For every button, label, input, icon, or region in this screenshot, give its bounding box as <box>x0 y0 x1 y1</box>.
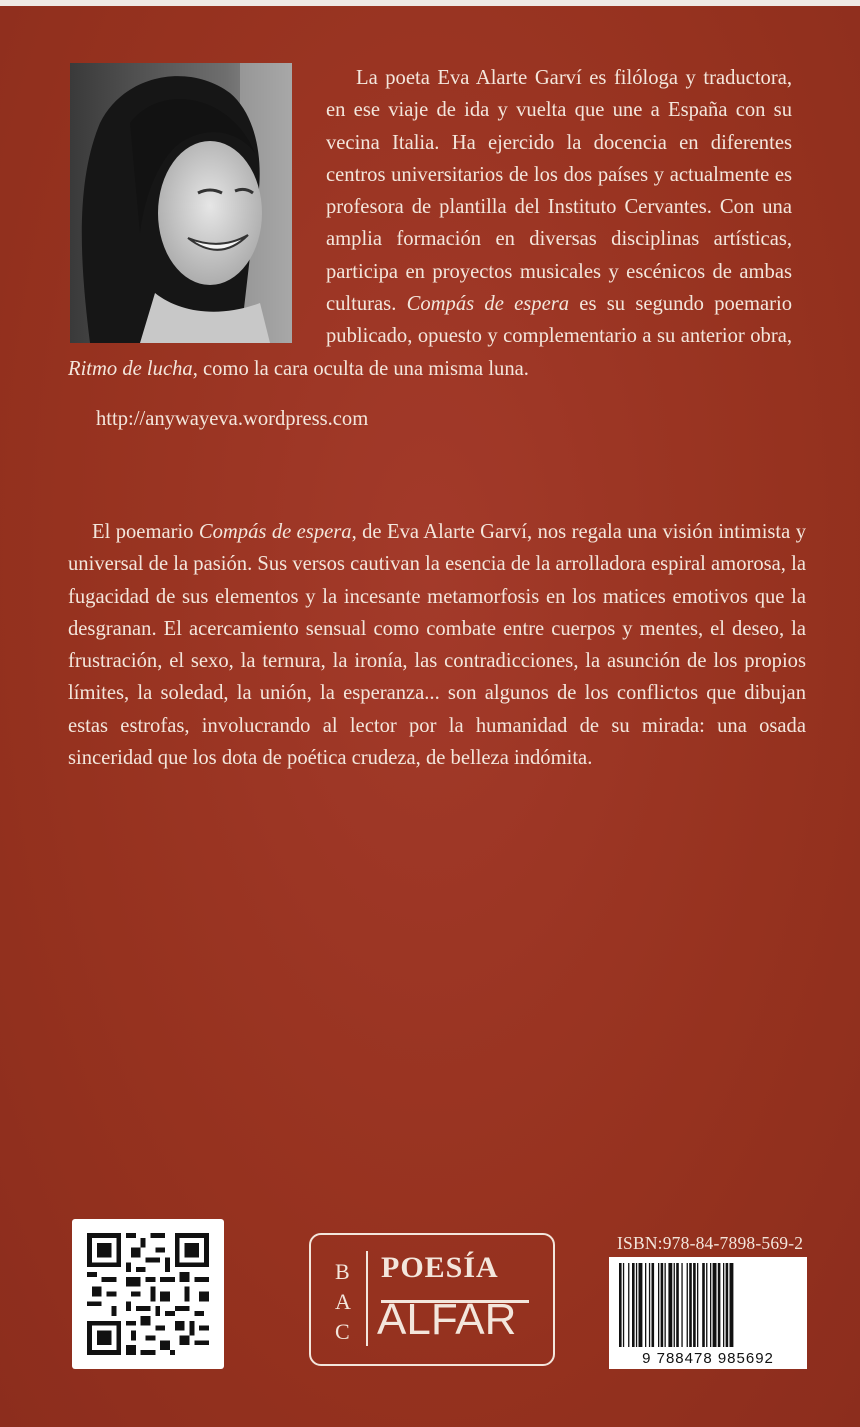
blurb-text-2: , de Eva Alarte Garví, nos regala una visión intimista y universal de la pasión. Sus versos cautivan la esencia de la arrolladora espiral amorosa, la fugacidad de sus elementos y la incesante metamorfosis en los matices emotivos que la desgranan. El acercamiento sensual como combate entre cuerpos y mentes, el deseo, la frustración, el sexo, la ternura, la ironía, las contradicciones, la asunción de los propios límites, la soledad, la unión, la esperanza... son algunos de los conflictos que dibujan estas estrofas, involucrando al lector por la humanidad de su mirada: una osada sinceridad que los dota de poética crudeza, de belleza indómita. <box>68 521 806 770</box>
publisher-series: POESÍA <box>381 1251 499 1284</box>
author-website: http://anywayeva.wordpress.com <box>96 408 369 430</box>
publisher-letter: B <box>335 1259 350 1284</box>
isbn-label: ISBN:978-84-7898-569-2 <box>617 1233 804 1253</box>
logo-divider <box>366 1251 368 1346</box>
publisher-logo <box>309 1233 555 1366</box>
blurb-book-title: Compás de espera <box>198 521 352 543</box>
barcode-bars <box>619 1263 797 1347</box>
publisher-letters <box>335 1257 349 1347</box>
bio-text-3: , como la cara oculta de una misma luna. <box>192 357 529 380</box>
author-bio <box>68 62 792 385</box>
bio-text-1: La poeta Eva Alarte Garví es filóloga y traductora, en ese viaje de ida y vuelta que une a España con su vecina Italia. Ha ejercido la docencia en diferentes centros universitarios de los dos países y actualmente es profesora de plantilla del Instituto Cervantes. Con una amplia formación en diversas disciplinas artísticas, participa en proyectos musicales y escénicos de ambas culturas. <box>326 67 792 316</box>
blurb-paragraph <box>68 516 806 774</box>
bio-text-2: es su segundo poemario publicado, opuesto y complementario a su anterior obra, <box>326 293 792 348</box>
publisher-letter: C <box>335 1319 350 1344</box>
photo-text-wrap <box>68 62 326 350</box>
barcode-digits: 9 788478 985692 <box>642 1350 774 1367</box>
publisher-name: ALFAR <box>377 1295 517 1344</box>
publisher-letter: A <box>335 1289 351 1314</box>
qr-code <box>72 1219 224 1369</box>
bio-previous-book-title: Ritmo de lucha <box>68 357 193 380</box>
blurb-text-1: El poemario <box>92 521 199 543</box>
bio-book-title: Compás de espera <box>406 293 570 316</box>
isbn-barcode <box>609 1257 807 1369</box>
cover-top-edge <box>0 0 860 6</box>
book-blurb <box>68 516 806 774</box>
